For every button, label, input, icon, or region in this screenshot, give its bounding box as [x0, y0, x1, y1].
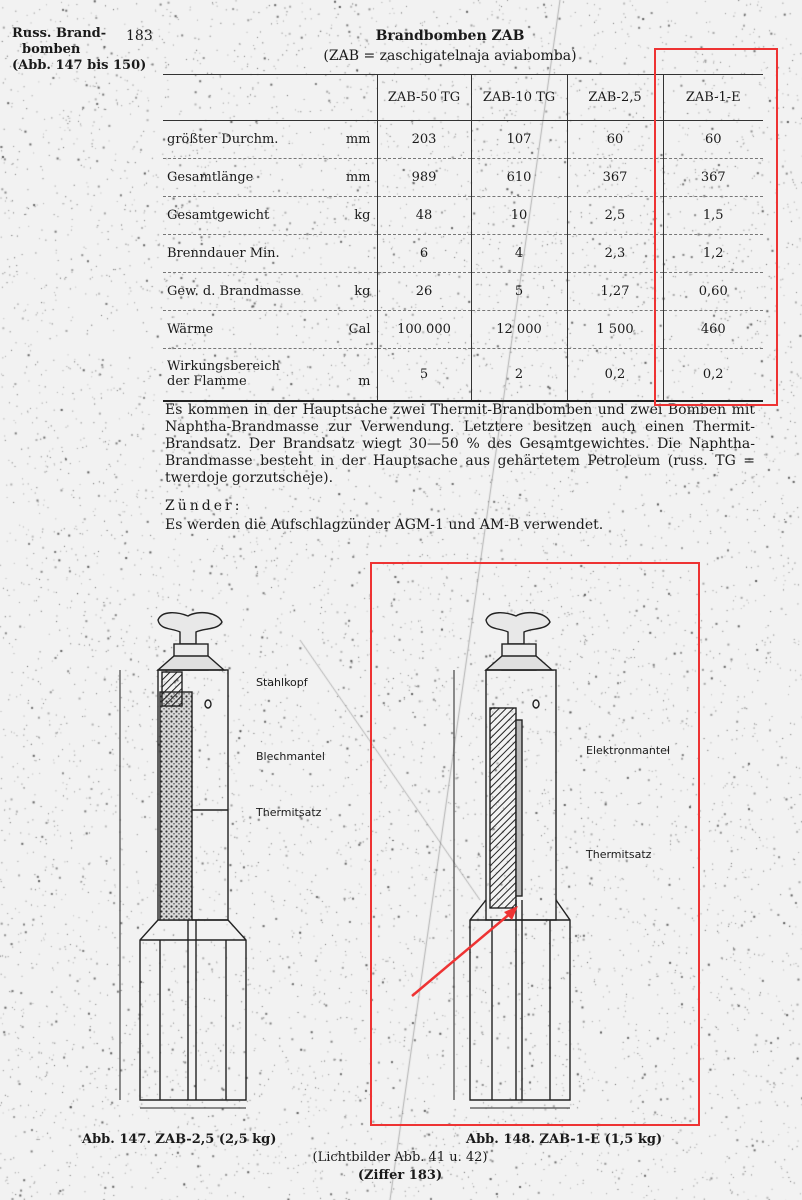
- table-header-cell: ZAB-10 TG: [471, 75, 567, 121]
- fuze-heading: Zünder:: [165, 498, 243, 514]
- figure1-caption: Abb. 147. ZAB-2,5 (2,5 kg): [82, 1132, 277, 1147]
- table-cell: 610: [471, 159, 567, 197]
- table-cell: 460: [663, 311, 763, 349]
- table-header-cell: [163, 75, 377, 121]
- table-cell: 60: [663, 121, 763, 159]
- table-cell: 100 000: [377, 311, 471, 349]
- row-label: Gew. d. Brandmasse: [167, 284, 301, 299]
- table-cell: 48: [377, 197, 471, 235]
- table-cell: 0,60: [663, 273, 763, 311]
- table-header-cell: ZAB-50 TG: [377, 75, 471, 121]
- body-paragraph: Es kommen in der Hauptsache zwei Thermit-Brandbomben und zwei Bomben mit Naphtha-Brandmasse zur Verwendung. Letztere besitzen auch einen Thermit-Brandsatz. Der Brandsatz wiegt 30—50 % des Gesamtgewichtes. Die Naphtha-Brandmasse besteht in der Hauptsache aus gehärtetem Petroleum (russ. TG = twerdoje gorzutscheje).: [165, 402, 755, 486]
- row-unit: Cal: [348, 322, 371, 337]
- table-cell: 989: [377, 159, 471, 197]
- table-cell: 0,2: [663, 349, 763, 401]
- row-label: Gesamtlänge: [167, 170, 254, 185]
- figure2-caption: Abb. 148. ZAB-1-E (1,5 kg): [466, 1132, 663, 1147]
- table-cell: 203: [377, 121, 471, 159]
- table-cell: 4: [471, 235, 567, 273]
- table-cell: 2,3: [567, 235, 663, 273]
- row-unit: [365, 246, 371, 261]
- table-cell: 367: [663, 159, 763, 197]
- photo-reference: (Lichtbilder Abb. 41 u. 42): [312, 1150, 488, 1165]
- row-unit: mm: [345, 132, 371, 147]
- figure2-label-electron-casing: Elektronmantel: [586, 744, 671, 757]
- row-label: Wärme: [167, 322, 214, 337]
- table-cell: 1,27: [567, 273, 663, 311]
- table-cell: 1,2: [663, 235, 763, 273]
- fuze-text: Es werden die Aufschlagzünder AGM-1 und AM-B verwendet.: [165, 517, 604, 533]
- table-cell: 12 000: [471, 311, 567, 349]
- sidebar-line-2: bomben: [22, 42, 81, 57]
- sidebar-line-3: (Abb. 147 bis 150): [12, 58, 147, 73]
- page-subtitle: (ZAB = zaschigatelnaja aviabomba): [323, 48, 577, 64]
- table-cell: 60: [567, 121, 663, 159]
- figure2-label-thermite: Thermitsatz: [586, 848, 652, 861]
- highlight-box-figure: [370, 562, 700, 1126]
- row-label: Brenndauer Min.: [167, 246, 280, 261]
- table-cell: 10: [471, 197, 567, 235]
- row-label: Wirkungsbereich der Flamme: [167, 359, 280, 390]
- row-unit: kg: [354, 284, 371, 299]
- table-cell: 5: [377, 349, 471, 401]
- row-label: Gesamtgewicht: [167, 208, 270, 223]
- table-header-cell: ZAB-1-E: [663, 75, 763, 121]
- row-unit: mm: [345, 170, 371, 185]
- sidebar-line-1: Russ. Brand-: [12, 26, 107, 41]
- table-cell: 2: [471, 349, 567, 401]
- figure1-label-steel-head: Stahlkopf: [256, 676, 308, 689]
- row-unit: m: [358, 374, 371, 390]
- table-cell: 26: [377, 273, 471, 311]
- table-cell: 1 500: [567, 311, 663, 349]
- table-header-cell: ZAB-2,5: [567, 75, 663, 121]
- page-number: 183: [126, 28, 153, 44]
- bomb-drawing-zab-2-5: [100, 600, 360, 1120]
- table-cell: 5: [471, 273, 567, 311]
- table-cell: 107: [471, 121, 567, 159]
- figure1-label-sheet-casing: Blechmantel: [256, 750, 325, 763]
- page-title: Brandbomben ZAB: [375, 28, 525, 44]
- table-cell: 1,5: [663, 197, 763, 235]
- table-cell: 367: [567, 159, 663, 197]
- table-cell: 6: [377, 235, 471, 273]
- row-label: größter Durchm.: [167, 132, 279, 147]
- table-cell: 2,5: [567, 197, 663, 235]
- section-reference: (Ziffer 183): [357, 1168, 443, 1183]
- table-cell: 0,2: [567, 349, 663, 401]
- highlight-box-column: [654, 48, 778, 406]
- row-unit: kg: [354, 208, 371, 223]
- figure1-label-thermite: Thermitsatz: [256, 806, 322, 819]
